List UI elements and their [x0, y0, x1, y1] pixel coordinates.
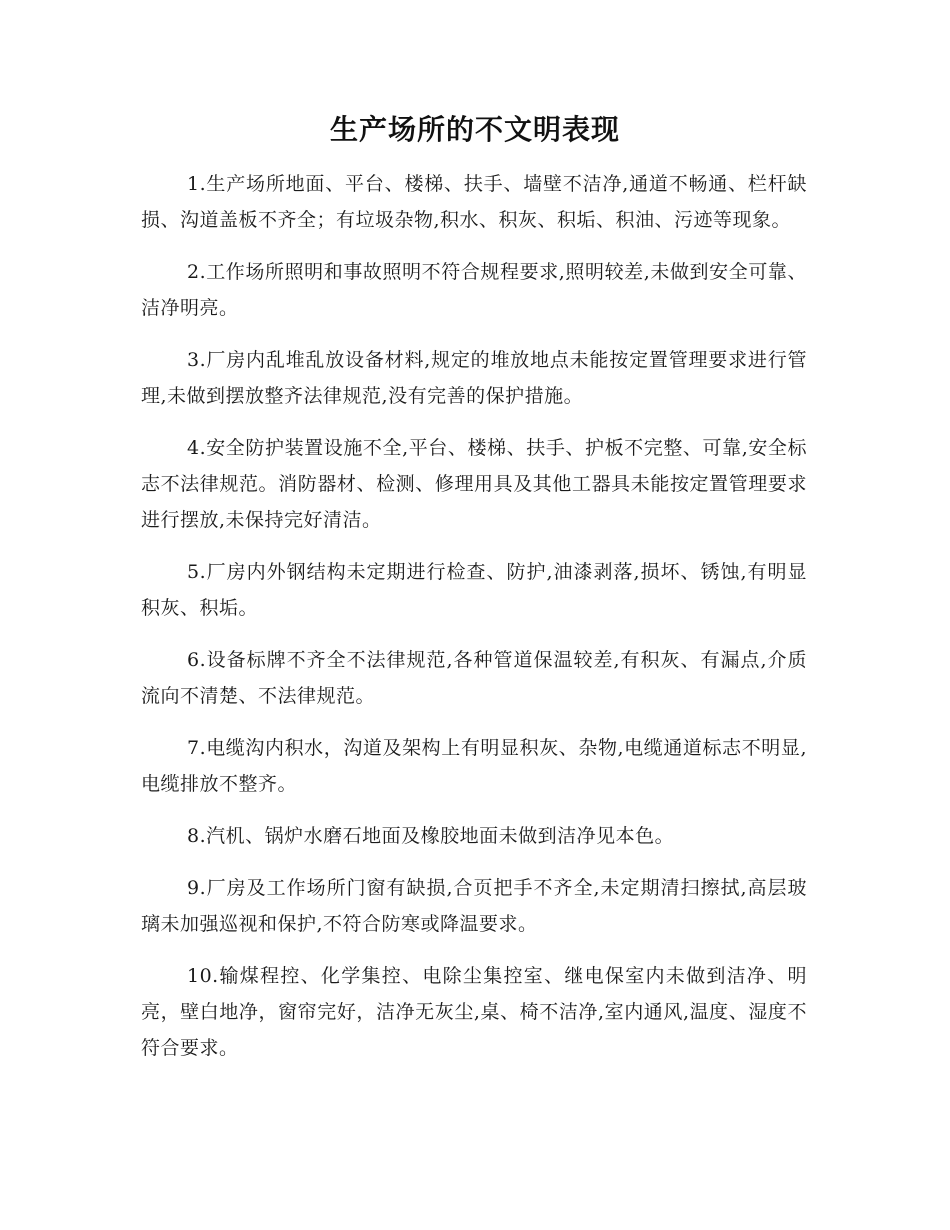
paragraph-6: 6.设备标牌不齐全不法律规范,各种管道保温较差,有积灰、有漏点,介质流向不清楚、不法律规范。: [141, 649, 807, 707]
paragraph-4: 4.安全防护装置设施不全,平台、楼梯、扶手、护板不完整、可靠,安全标志不法律规范。消防器材、检测、修理用具及其他工器具未能按定置管理要求进行摆放,未保持完好清洁。: [141, 437, 807, 531]
document-body: [141, 166, 807, 1082]
document-title: 生产场所的不文明表现: [329, 113, 620, 146]
paragraph-2: 2.工作场所照明和事故照明不符合规程要求,照明较差,未做到安全可靠、洁净明亮。: [141, 261, 807, 319]
paragraph-8: 8.汽机、锅炉水磨石地面及橡胶地面未做到洁净见本色。: [187, 825, 675, 847]
paragraph-7: 7.电缆沟内积水，沟道及架构上有明显积灰、杂物,电缆通道标志不明显,电缆排放不整齐。: [141, 737, 807, 795]
paragraph-5: 5.厂房内外钢结构未定期进行检查、防护,油漆剥落,损坏、锈蚀,有明显积灰、积垢。: [141, 561, 807, 619]
paragraph-3: 3.厂房内乱堆乱放设备材料,规定的堆放地点未能按定置管理要求进行管理,未做到摆放整齐法律规范,没有完善的保护措施。: [141, 349, 807, 407]
paragraph-9: 9.厂房及工作场所门窗有缺损,合页把手不齐全,未定期清扫擦拭,高层玻璃未加强巡视和保护,不符合防寒或降温要求。: [141, 877, 807, 935]
paragraph-1: 1.生产场所地面、平台、楼梯、扶手、墙壁不洁净,通道不畅通、栏杆缺损、沟道盖板不齐全；有垃圾杂物,积水、积灰、积垢、积油、污迹等现象。: [141, 173, 807, 231]
paragraph-10: 10.输煤程控、化学集控、电除尘集控室、继电保室内未做到洁净、明亮，壁白地净，窗帘完好，洁净无灰尘,桌、椅不洁净,室内通风,温度、湿度不符合要求。: [141, 965, 807, 1059]
